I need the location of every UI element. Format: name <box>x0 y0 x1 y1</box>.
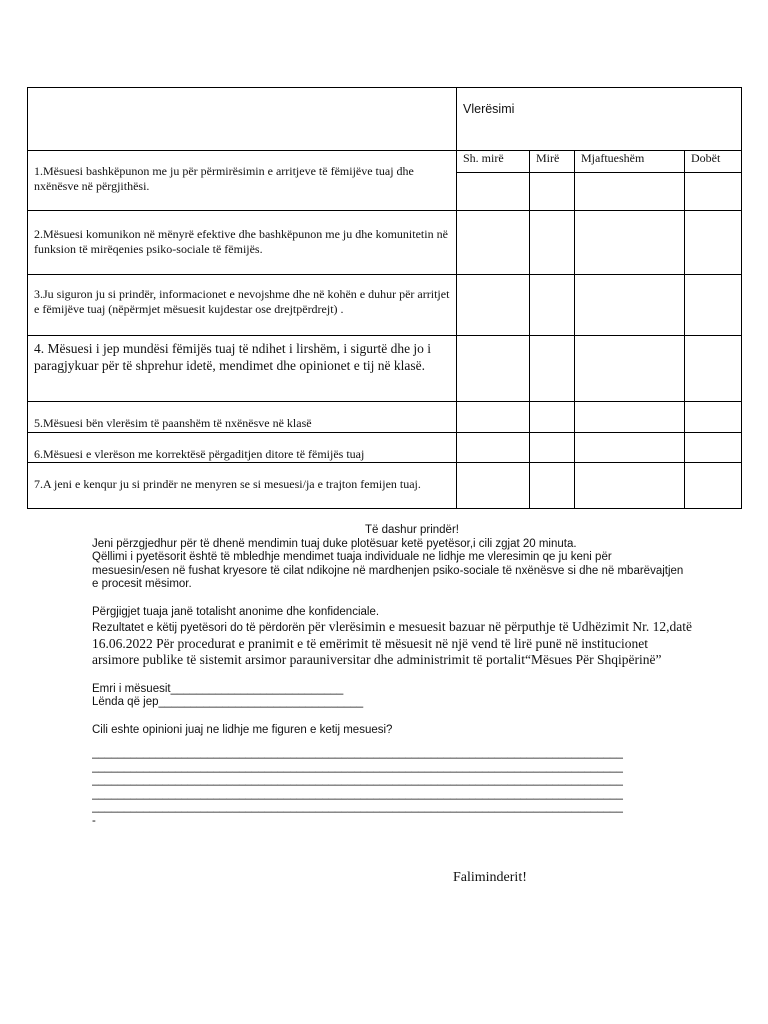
question-7: 7.A jeni e kenqur ju si prindër ne menyren se si mesuesi/ja e trajton femijen tuaj. <box>28 463 457 509</box>
question-3: 3.Ju siguron ju si prindër, informacionet e nevojshme dhe në kohën e duhur për arritjet e fëmijëve tuaj (nëpërmjet mësuesit kujdestar ose drejtpërdrejt) . <box>28 275 457 336</box>
rating-cell[interactable] <box>530 336 575 402</box>
opinion-question: Cili eshte opinioni juaj ne lidhje me figuren e ketij mesuesi? <box>92 723 393 736</box>
rating-cell[interactable] <box>530 211 575 275</box>
rating-cell[interactable] <box>685 211 742 275</box>
col-very-good: Sh. mirë <box>457 151 530 173</box>
question-1: 1.Mësuesi bashkëpunon me ju për përmirësimin e arritjeve të fëmijëve tuaj dhe nxënësve në përgjithësi. <box>28 151 457 211</box>
intro-paragraph-4-start: Rezultatet e këtij pyetësori do të përdorën <box>92 622 309 634</box>
rating-cell[interactable] <box>685 336 742 402</box>
question-2: 2.Mësuesi komunikon në mënyrë efektive dhe bashkëpunon me ju dhe komunitetin në funksion të mirëqenies psiko-sociale të fëmijës. <box>28 211 457 275</box>
answer-line[interactable]: - <box>92 814 96 827</box>
question-5: 5.Mësuesi bën vlerësim të paanshëm të nxënësve në klasë <box>28 402 457 433</box>
intro-paragraph-4-rest: për vlerësimin e mesuesit bazuar në përputhje të Udhëzimit Nr. 12,datë 16.06.2022 Për procedurat e pranimit e të emërimit të mësuesit në një vend të lirë punë në institucionet arsimore publike të sistemit arsimor parauniversitar dhe administrimit të portalit“Mësues Për Shqipërinë” <box>92 619 692 667</box>
answer-line[interactable]: ___________________________________________________________________________________ <box>92 801 623 813</box>
answer-line[interactable]: ___________________________________________________________________________________ <box>92 787 623 800</box>
greeting: Të dashur prindër! <box>365 524 459 536</box>
rating-cell[interactable] <box>575 433 685 463</box>
answer-line[interactable]: ___________________________________________________________________________________ <box>92 760 623 773</box>
rating-cell[interactable] <box>575 275 685 336</box>
rating-cell[interactable] <box>685 275 742 336</box>
rating-cell[interactable] <box>685 402 742 433</box>
rating-cell[interactable] <box>530 173 575 211</box>
subject-field[interactable]: Lënda që jep________________________________ <box>92 696 364 708</box>
teacher-name-field[interactable]: Emri i mësuesit___________________________ <box>92 682 344 695</box>
intro-section <box>92 524 692 828</box>
rating-cell[interactable] <box>575 211 685 275</box>
col-weak: Dobët <box>685 151 742 173</box>
rating-cell[interactable] <box>685 173 742 211</box>
rating-cell[interactable] <box>457 211 530 275</box>
rating-cell[interactable] <box>457 463 530 509</box>
intro-paragraph-4 <box>92 619 692 669</box>
rating-cell[interactable] <box>685 463 742 509</box>
rating-cell[interactable] <box>575 402 685 433</box>
rating-cell[interactable] <box>530 433 575 463</box>
col-sufficient: Mjaftueshëm <box>575 151 685 173</box>
rating-cell[interactable] <box>457 402 530 433</box>
rating-cell[interactable] <box>530 402 575 433</box>
rating-cell[interactable] <box>685 433 742 463</box>
intro-paragraph-3: Përgjigjet tuaja janë totalisht anonime dhe konfidenciale. <box>92 605 380 618</box>
thanks-text: Faliminderit! <box>453 870 527 885</box>
intro-paragraph-2: Qëllimi i pyetësorit është të mbledhje mendimet tuaja individuale ne lidhje me vleresimin qe ju keni për mesuesin/esen në fushat kryesore të cilat ndikojne në mardhenjen psiko-sociale të nxënësve si dhe në mbarëvajtjen e procesit mësimor. <box>92 551 684 590</box>
rating-cell[interactable] <box>457 173 530 211</box>
question-6: 6.Mësuesi e vlerëson me korrektësë përgaditjen ditore të fëmijës tuaj <box>28 433 457 463</box>
rating-cell[interactable] <box>575 173 685 211</box>
rating-cell[interactable] <box>457 433 530 463</box>
rating-cell[interactable] <box>530 275 575 336</box>
question-4: 4. Mësuesi i jep mundësi fëmijës tuaj të ndihet i lirshëm, i sigurtë dhe jo i paragjykuar për të shprehur idetë, mendimet dhe opinionet e tij në klasë. <box>28 336 457 402</box>
answer-line[interactable]: ___________________________________________________________________________________ <box>92 747 623 759</box>
rating-cell[interactable] <box>575 463 685 509</box>
col-good: Mirë <box>530 151 575 173</box>
intro-paragraph-1: Jeni përzgjedhur për të dhenë mendimin tuaj duke plotësuar ketë pyetësor,i cili zgjat 20 minuta. <box>92 537 577 550</box>
rating-cell[interactable] <box>575 336 685 402</box>
rating-cell[interactable] <box>457 336 530 402</box>
table-corner-cell <box>28 88 457 151</box>
rating-cell[interactable] <box>530 463 575 509</box>
rating-cell[interactable] <box>457 275 530 336</box>
answer-line[interactable]: ___________________________________________________________________________________ <box>92 774 623 786</box>
evaluation-table <box>27 87 742 509</box>
evaluation-header: Vlerësimi <box>457 88 742 151</box>
